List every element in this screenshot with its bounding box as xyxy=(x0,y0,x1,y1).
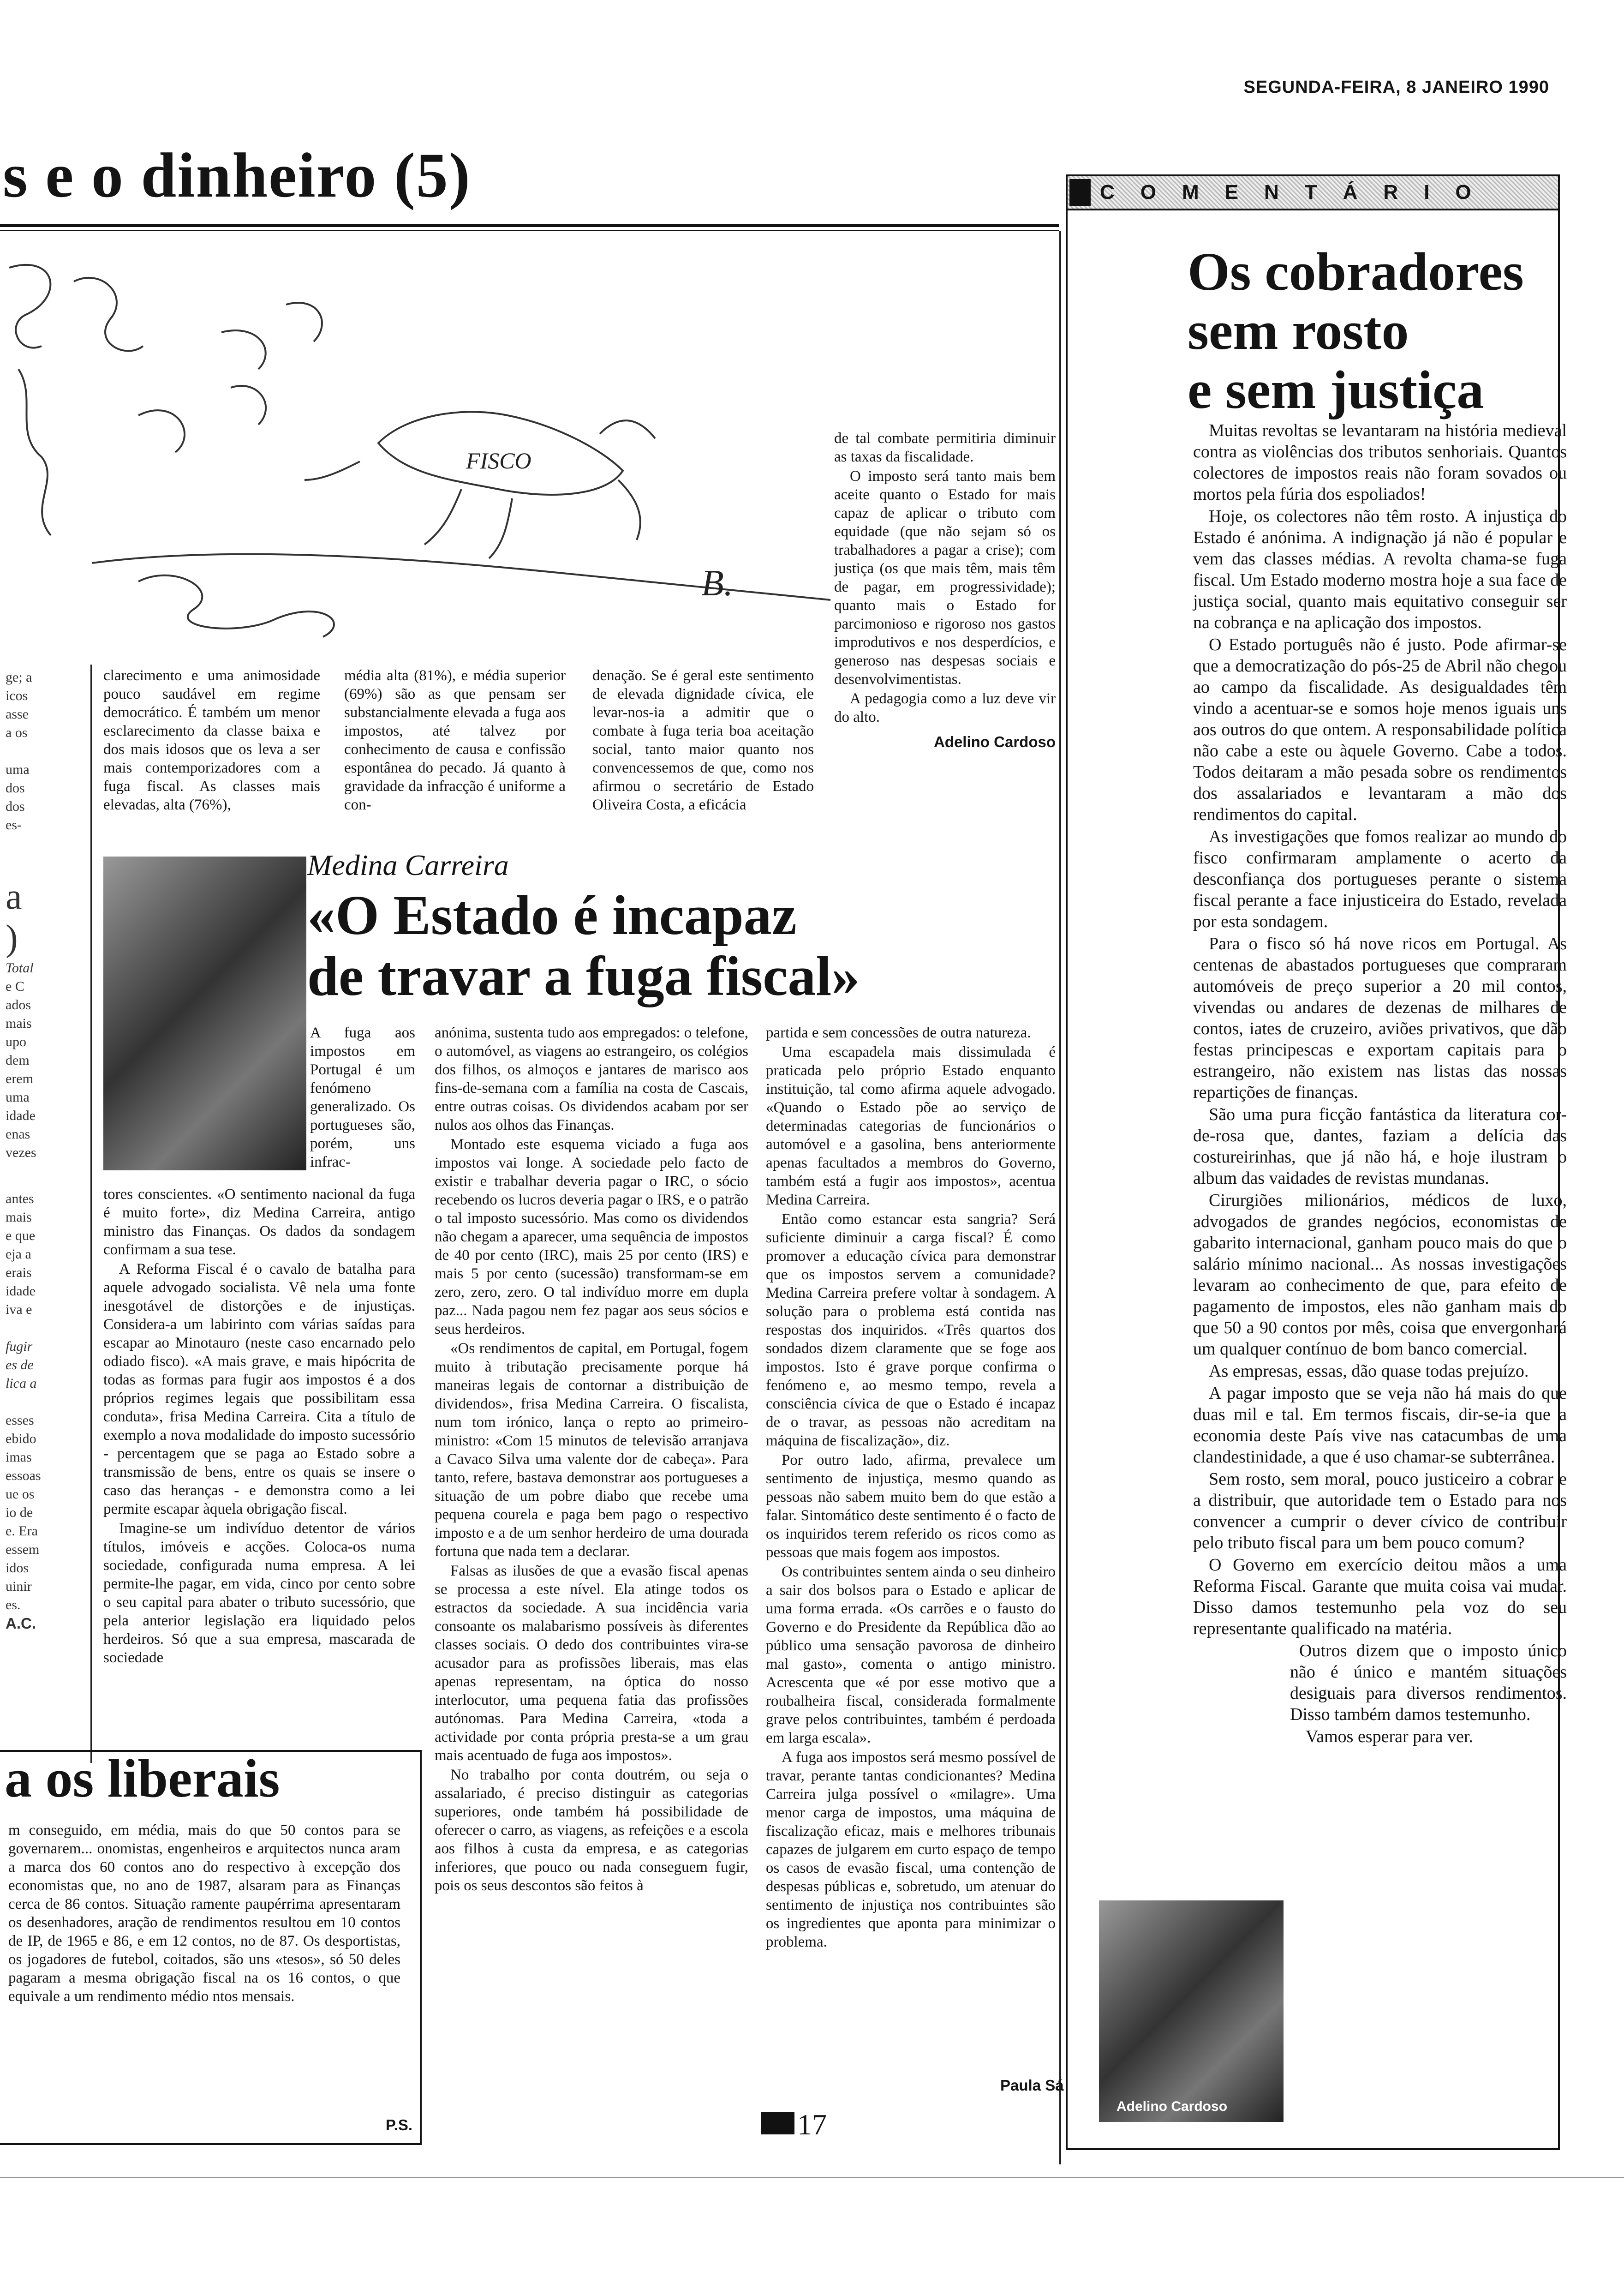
left-column-rule xyxy=(90,665,92,1763)
fragment: Total xyxy=(6,960,34,976)
cartoon-illustration xyxy=(0,240,844,655)
headline-rule xyxy=(0,224,1059,227)
paragraph: denação. Se é geral este sentimento de elevada dignidade cívica, ele levar-nos-ia a admitir que o combate à fuga teria boa aceitação social, tanto maior quanto nos convencessemos de que, como nos afirmou o secretário de Estado Oliveira Costa, a eficácia xyxy=(592,667,814,813)
column-separator xyxy=(1059,231,1061,2164)
byline: Adelino Cardoso xyxy=(933,733,1056,750)
fragment: ebido xyxy=(6,1431,36,1446)
fragment: mais xyxy=(6,1210,32,1225)
fragment: ) xyxy=(6,918,18,959)
paragraph: Imagine-se um indivíduo detentor de vários títulos, imóveis e acções. Coloca-os numa sociedade, configurada numa empresa. A lei permite-lhe pagar, em vida, cinco por cento sobre o seu capital para abater o tributo sucessório, que pela anterior legislação era liquidado pelos herdeiros. Só que a sua empresa, mascarada de sociedade xyxy=(103,1520,415,1666)
byline: Paula Sá xyxy=(1000,2077,1064,2094)
paragraph: São uma pura ficção fantástica da literatura cor-de-rosa que, dantes, faziam a delícia das costureirinhas, que já não há, e hoje ilustram o album das vaidades de revistas mundanas. xyxy=(1193,1105,1567,1188)
fragment: enas xyxy=(6,1127,30,1142)
fragment: es de xyxy=(6,1357,34,1372)
paragraph: média alta (81%), e média superior (69%) são as que pensam ser substancialmente elevada a fuga aos impostos, até talvez por conhecimento de causa e confissão espontânea do pecado. Já quanto à gravidade da infracção é uniforme a con- xyxy=(344,667,566,813)
paragraph: Vamos esperar para ver. xyxy=(1306,1727,1473,1746)
cartoon-fisco-label: FISCO xyxy=(466,448,531,473)
fragment: erais xyxy=(6,1265,32,1280)
fragment: erem xyxy=(6,1071,33,1086)
paragraph: A fuga aos impostos será mesmo possível de travar, perante tantas condicionantes? Medina Carreira julga possível o «milagre». Uma menor carga de impostos, uma máquina de fiscalização eficaz, mais e melhores tribunais capazes de julgarem em curto espaço de tempo os casos de evasão fiscal, uma contenção de despesas públicas e, sobretudo, um atenuar do sentimento de injustiça nos contribuintes são os ingredientes que aponta para minimizar o problema. xyxy=(766,1749,1056,1950)
left-clipped-fragments xyxy=(6,668,47,1633)
fragment: es. xyxy=(6,1597,21,1612)
medina-column-1 xyxy=(103,1185,415,1668)
box-title: a os liberais xyxy=(5,1748,280,1809)
page-number: 17 xyxy=(797,2108,827,2141)
fragment: io de xyxy=(6,1505,33,1520)
fragment: a xyxy=(6,876,22,917)
fragment: idos xyxy=(6,1560,29,1576)
paragraph: A pedagogia como a luz deve vir do alto. xyxy=(834,690,1056,725)
top-story-column-3 xyxy=(592,666,814,815)
banner-square-icon xyxy=(1069,179,1091,206)
headline-rule-thin xyxy=(0,230,1059,231)
fragment: A.C. xyxy=(6,1615,36,1632)
medina-carreira-photo xyxy=(103,857,306,1170)
paragraph: «Os rendimentos de capital, em Portugal, fogem muito à tributação precisamente porque há maneiras legais de contornar a distribuição de dividendos», frisa Medina Carreira. O fiscalista, num tom irónico, lança o repto ao primeiro-ministro: «Com 15 minutos de televisão arranjava a Cavaco Silva uma valente dor de cabeça». Para tanto, refere, bastava demonstrar aos portugueses a situação de um pobre diabo que recebe uma pequena courela e paga bem pago o respectivo imposto e a de um senhor herdeiro de uma dourada fortuna que nada tem a declarar. xyxy=(435,1340,748,1560)
fragment: e. Era xyxy=(6,1523,38,1539)
paragraph: Outros dizem que o imposto único não é único e mantém situações desiguais para diversos rendimentos. Disso também damos testemunho. xyxy=(1290,1641,1567,1724)
adelino-cardoso-photo xyxy=(1099,1900,1284,2122)
paragraph: Sem rosto, sem moral, pouco justiceiro a cobrar e a distribuir, que autoridade tem o Estado para nos convencer a cumprir o dever cívico de contribuir pelo tributo fiscal para um bem pouco comum? xyxy=(1193,1469,1567,1552)
fragment: dos xyxy=(6,780,25,796)
fragment: a os xyxy=(6,725,28,740)
comentario-body xyxy=(1193,420,1567,1748)
fragment: essoas xyxy=(6,1468,41,1483)
paragraph: A fuga aos impostos em Portugal é um fenómeno generalizado. Os portugueses são, porém, uns infrac- xyxy=(310,1025,415,1170)
paragraph: O imposto será tanto mais bem aceite quanto o Estado for mais capaz de aplicar o tributo com equidade (que não sejam só os trabalhadores a pagar a crise); com justiça (os que mais têm, mais têm de pagar, em progressividade); quanto mais o Estado for parcimonioso e rigoroso nos gastos improdutivos e nos desperdícios, e generoso nas despesas sociais e desenvolvimentistas. xyxy=(834,468,1056,688)
medina-column-2 xyxy=(435,1024,748,1896)
fragment: idade xyxy=(6,1108,36,1123)
fragment: asse xyxy=(6,707,29,722)
fragment: ados xyxy=(6,997,31,1013)
paragraph: Os contribuintes sentem ainda o seu dinheiro a sair dos bolsos para o Estado e aplicar de uma forma errada. «Os carrões e o fausto do Governo e do Presidente da República dão ao público uma sensação pavorosa de dinheiro mal gasto», comenta o antigo ministro. Acrescenta que «é por esse motivo que a roubalheira fiscal, considerada formalmente grave pelos contribuintes, também é perdoada em larga escala». xyxy=(766,1564,1056,1746)
paragraph: tores conscientes. «O sentimento nacional da fuga é muito forte», diz Medina Carreira, antigo ministro das Finanças. Os dados da sondagem confirmam a sua tese. xyxy=(103,1186,415,1258)
fragment: esses xyxy=(6,1413,34,1428)
title-line: sem rosto xyxy=(1188,300,1409,361)
fragment: ge; a xyxy=(6,670,32,685)
paragraph: Uma escapadela mais dissimulada é praticada pelo próprio Estado enquanto instituição, tal como afirma aquele advogado. «Quando o Estado põe ao serviço de determinadas categorias de funcionários o automóvel e a gasolina, bens anteriormente apenas facultados a membros do Governo, também está a fugir aos impostos», acentua Medina Carreira. xyxy=(766,1044,1056,1208)
title-line: Os cobradores xyxy=(1188,241,1524,302)
fragment: dem xyxy=(6,1053,30,1068)
fragment: eja a xyxy=(6,1246,31,1262)
dateline: SEGUNDA-FEIRA, 8 JANEIRO 1990 xyxy=(1243,78,1549,97)
medina-column-1-intro xyxy=(310,1024,415,1172)
paragraph: clarecimento e uma animosidade pouco saudável em regime democrático. É também um menor esclarecimento da classe baixa e dos mais idosos que os leva a ser mais contemporizadores com a fuga fiscal. As classes mais elevadas, alta (76%), xyxy=(103,667,320,813)
fragment: uma xyxy=(6,762,30,777)
fragment: lica a xyxy=(6,1376,37,1391)
fragment: dos xyxy=(6,799,25,814)
box-signature: P.S. xyxy=(385,2116,412,2133)
footer-rule xyxy=(0,2177,1624,2178)
paragraph: No trabalho por conta doutrém, ou seja o assalariado, é preciso distinguir as categorias superiores, onde também há possibilidade de oferecer o carro, as viagens, as refeições e a escola aos filhos à custa da empresa, e as categorias inferiores, que pouco ou nada conseguem fugir, pois os seus descontos são feitos à xyxy=(435,1767,748,1894)
fragment: essem xyxy=(6,1542,40,1557)
liberais-box xyxy=(0,1750,422,2145)
fragment: idade xyxy=(6,1283,36,1299)
page-headline: s e o dinheiro (5) xyxy=(3,140,471,210)
paragraph: O Estado português não é justo. Pode afirmar-se que a democratização do pós-25 de Abril não chegou ao campo da fiscalidade. As desigualdades têm vindo a acentuar-se e somos hoje menos iguais uns aos outros do que ontem. A responsabilidade política não cabe a este ou àquele Governo. Cabe a todos. Todos deitaram a mão pesada sobre os rendimentos dos assalariados e levantaram a mão dos rendimentos do capital. xyxy=(1193,635,1567,824)
paragraph: A pagar imposto que se veja não há mais do que duas mil e tal. Em termos fiscais, dir-se-ia que a economia deste País vive nas catacumbas de uma clandestinidade, a que é uso chamar-se subterrânea. xyxy=(1193,1384,1567,1467)
footer-logo-icon xyxy=(761,2112,794,2134)
paragraph: anónima, sustenta tudo aos empregados: o telefone, o automóvel, as viagens ao estrangeiro, os colégios dos filhos, os almoços e jantares de marisco aos fins-de-semana com a família na costa de Cascais, entre outras coisas. Os dividendos acabam por ser nulos aos olhos das Finanças. xyxy=(435,1025,748,1133)
fragment: antes xyxy=(6,1191,34,1206)
fragment: icos xyxy=(6,688,28,703)
top-story-column-4 xyxy=(834,429,1056,751)
fragment: fugir xyxy=(6,1339,33,1354)
fragment: e que xyxy=(6,1228,36,1243)
fragment: ue os xyxy=(6,1486,35,1502)
fragment: mais xyxy=(6,1016,32,1031)
fragment: uma xyxy=(6,1090,30,1105)
title-line: «O Estado é incapaz xyxy=(307,884,797,947)
fragment: uinir xyxy=(6,1579,32,1594)
paragraph: Para o fisco só há nove ricos em Portugal. As centenas de abastados portugueses que compraram automóveis de preço superior a 20 mil contos, vivendas ou andares de dezenas de milhares de contos, iates de cruzeiro, aviões privativos, que dão festas principescas e exportam capitais para o estrangeiro, não existem nas listas das nossas repartições de finanças. xyxy=(1193,934,1567,1102)
title-line: de travar a fuga fiscal» xyxy=(307,945,860,1007)
cartoon-signature: B. xyxy=(701,563,733,604)
article-title xyxy=(307,885,860,1007)
paragraph: partida e sem concessões de outra natureza. xyxy=(766,1025,1031,1041)
fragment: vezes xyxy=(6,1145,36,1160)
paragraph: Hoje, os colectores não têm rosto. A injustiça do Estado é anónima. A indignação já não é popular e vem das classes médias. A revolta chama-se fuga fiscal. Um Estado moderno mostra hoje a sua face de justiça social, quanto mais equitativo conseguir ser na cobrança e na aplicação dos impostos. xyxy=(1193,507,1567,632)
top-story-column-1 xyxy=(103,666,320,815)
title-line: e sem justiça xyxy=(1188,360,1484,420)
paragraph: Então como estancar esta sangria? Será suficiente diminuir a carga fiscal? É como promover a educação cívica para demonstrar que os impostos servem a comunidade? Medina Carreira prefere voltar à sondagem. A solução para o problema está contida nas respostas dos inquiridos. «Três quartos dos sondados dizem claramente que se foge aos impostos. Isto é grave porque confirma o fenómeno e, ao mesmo tempo, revela a consciência cívica de que o Estado é incapaz de o travar, as pessoas não acreditam na máquina de fiscalização», diz. xyxy=(766,1211,1056,1449)
paragraph: de tal combate permitiria diminuir as taxas da fiscalidade. xyxy=(834,430,1056,465)
paragraph: As empresas, essas, dão quase todas prejuízo. xyxy=(1209,1361,1529,1381)
fragment: imas xyxy=(6,1450,32,1465)
fragment: es- xyxy=(6,817,22,833)
paragraph: Montado este esquema viciado a fuga aos impostos vai longe. A sociedade pelo facto de existir e trabalhar deveria pagar o IRC, o sócio recebendo os lucros deveria pagar o IRS, e o patrão o tal imposto sucessório. Mas como os dividendos não chegam a aparecer, uma sequência de impostos de 40 por cento (IRC), mais 25 por cento (IRS) e mais 5 por cento (sucessão) transformam-se em zero, zero, zero. O tal indivíduo morre em dupla paz... Nada pagou nem fez pagar aos seus sócios e seus herdeiros. xyxy=(435,1136,748,1337)
photo-caption: Adelino Cardoso xyxy=(1116,2099,1228,2114)
paragraph: A Reforma Fiscal é o cavalo de batalha para aquele advogado socialista. Vê nela uma fonte inesgotável de distorções e de injustiças. Considera-a um labirinto com várias saídas para escapar ao Minotauro (neste caso encarnado pelo odiado fisco). «A mais grave, e mais hipócrita de todas as formas para fugir aos impostos é a dos próprios regimes legais que possibilitam essa conduta», frisa Medina Carreira. Cita a título de exemplo a nova modalidade do imposto sucessório - percentagem que se paga ao Estado sobre a transmissão de bens, entre os quais se insere o caso das heranças - e demonstra como a lei permite escapar àquela obrigação fiscal. xyxy=(103,1261,415,1517)
article-kicker: Medina Carreira xyxy=(307,849,509,881)
paragraph: Cirurgiões milionários, médicos de luxo, advogados de grandes negócios, economistas de gabarito internacional, ganham pouco mais do que o salário mínimo nacional... As nossas investigações levaram ao conhecimento de que, para efeito de pagamento de impostos, eles não ganham mais do que 50 a 90 contos por mês, coisa que envergonhará um qualquer contínuo de bom banco comercial. xyxy=(1193,1191,1567,1359)
paragraph: Muitas revoltas se levantaram na história medieval contra as violências dos tributos senhoriais. Quantos colectores de impostos reais não foram sovados ou mortos pela fúria dos espoliados! xyxy=(1193,421,1567,504)
paragraph: As investigações que fomos realizar ao mundo do fisco confirmaram amplamente o acerto da desconfiança dos portugueses perante o sistema fiscal perante a face injusticeira do Estado, revelada por esta sondagem. xyxy=(1193,827,1567,931)
box-text: m conseguido, em média, mais do que 50 contos para se governarem... onomistas, engenheiros e arquitectos nunca aram a marca dos 60 contos ano do respectivo à excepção dos economistas que, no ano de 1987, alsaram para as Finanças cerca de 86 contos. Situação ramente paupérrima apresentaram os desenhadores, aração de rendimentos resultou em 10 contos de IP, de 1965 e 86, e em 12 contos, no de 87. Os desportistas, os jogadores de futebol, coitados, são uns «tesos», só 50 deles pagaram a mesma obrigação fiscal na os 16 contos, o que equivale a um rendimento médio ntos mensais. xyxy=(8,1822,400,2005)
comentario-title xyxy=(1188,242,1524,419)
fragment: iva e xyxy=(6,1302,32,1317)
top-story-column-2 xyxy=(344,666,566,815)
banner-label: COMENTÁRIO xyxy=(1100,181,1497,204)
paragraph: Por outro lado, afirma, prevalece um sentimento de injustiça, mesmo quando as pessoas não sabem muito bem do que estão a falar. Sintomático deste sentimento é o facto de os inquiridos terem referido os ricos como as pessoas que mais fogem aos impostos. xyxy=(766,1452,1056,1561)
paragraph: O Governo em exercício deitou mãos a uma Reforma Fiscal. Garante que muita coisa vai mudar. Disso damos testemunho pela voz do seu representante qualificado na matéria. xyxy=(1193,1555,1567,1638)
fragment: e C xyxy=(6,979,24,994)
medina-column-3 xyxy=(766,1024,1056,1952)
fragment: upo xyxy=(6,1034,26,1049)
paragraph: Falsas as ilusões de que a evasão fiscal apenas se processa a este nível. Ela atinge todos os estractos da sociedade. A sua incidência varia consoante os malabarismo possíveis às diferentes classes sociais. O dedo dos contribuintes vira-se acusador para as profissões liberais, mas elas apenas representam, na óptica do nosso interlocutor, uma pequena fatia das profissões autónomas. Para Medina Carreira, «toda a actividade por conta própria presta-se a um grau mais acentuado de fuga aos impostos». xyxy=(435,1563,748,1764)
